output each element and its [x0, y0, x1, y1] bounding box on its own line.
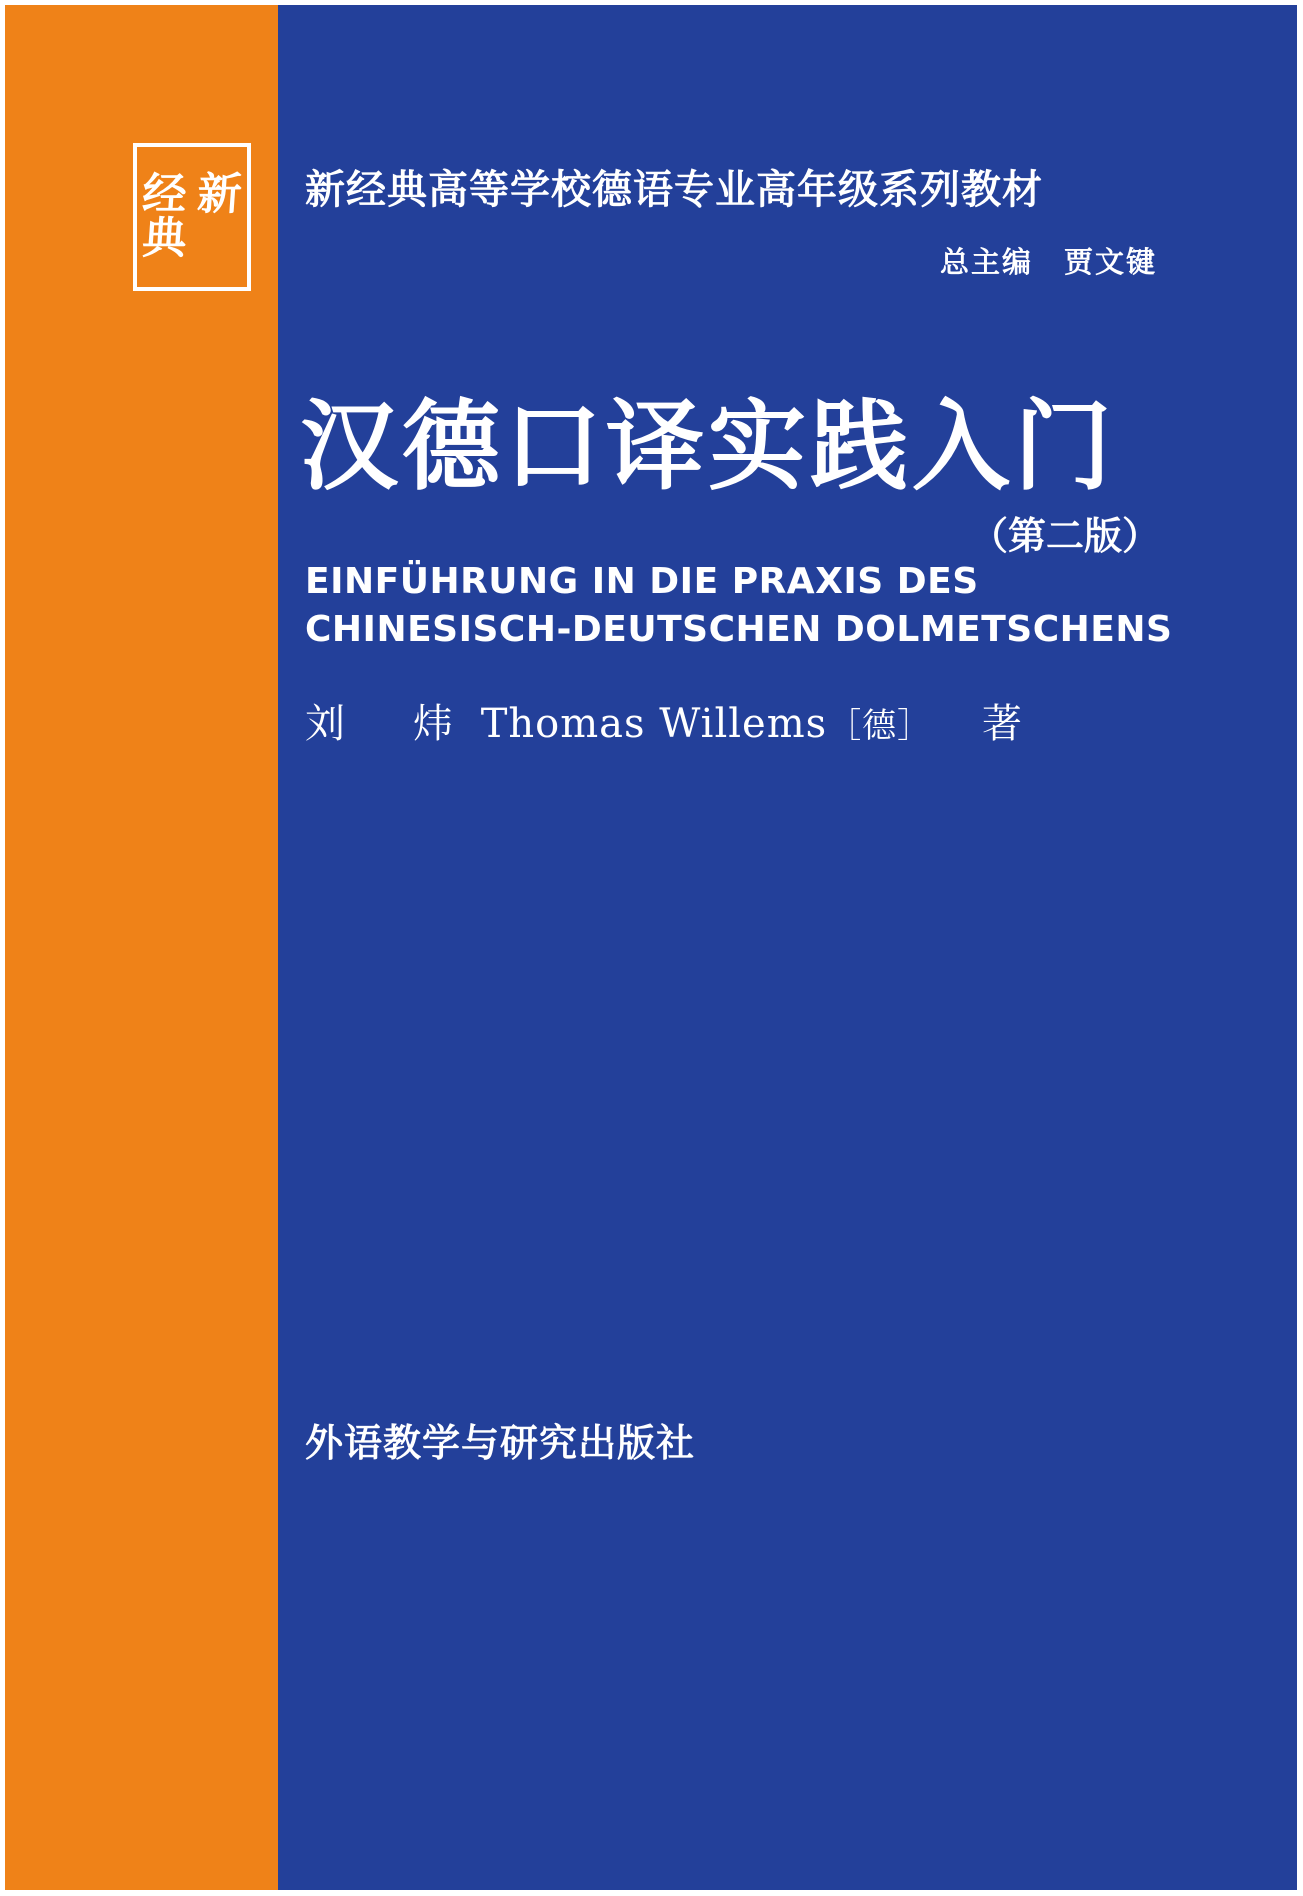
page-right-edge: [1297, 0, 1303, 1896]
page-bottom-edge: [0, 1890, 1303, 1896]
author-name-latin: Thomas Willems: [480, 701, 828, 747]
edition-label: （第二版）: [969, 514, 1160, 558]
page-left-edge: [0, 0, 5, 1896]
seal-inner: [137, 147, 247, 287]
book-title-chinese: 汉德口译实践入门: [300, 390, 1117, 504]
seal-char: 经: [140, 169, 189, 220]
author-role-label: 著: [981, 701, 1023, 747]
page-top-edge: [0, 0, 1303, 5]
publisher-seal-icon: [133, 143, 251, 291]
seal-char: 新: [195, 169, 244, 220]
seal-char: [190, 217, 248, 261]
subtitle-line-1: EINFÜHRUNG IN DIE PRAXIS DES: [305, 561, 979, 602]
subtitle-line-2: CHINESISCH-DEUTSCHEN DOLMETSCHENS: [305, 608, 1173, 650]
seal-char: 典: [140, 213, 189, 264]
book-subtitle-german: [305, 558, 1245, 654]
author-line: [305, 692, 1245, 749]
author-name-chinese: 刘 炜: [305, 701, 467, 747]
publisher-name: 外语教学与研究出版社: [305, 1421, 696, 1465]
series-title: 新经典高等学校德语专业高年级系列教材: [305, 167, 1043, 213]
author-country-bracket: ［德］: [827, 706, 933, 746]
chief-editor-line: 总主编 贾文键: [939, 245, 1157, 279]
